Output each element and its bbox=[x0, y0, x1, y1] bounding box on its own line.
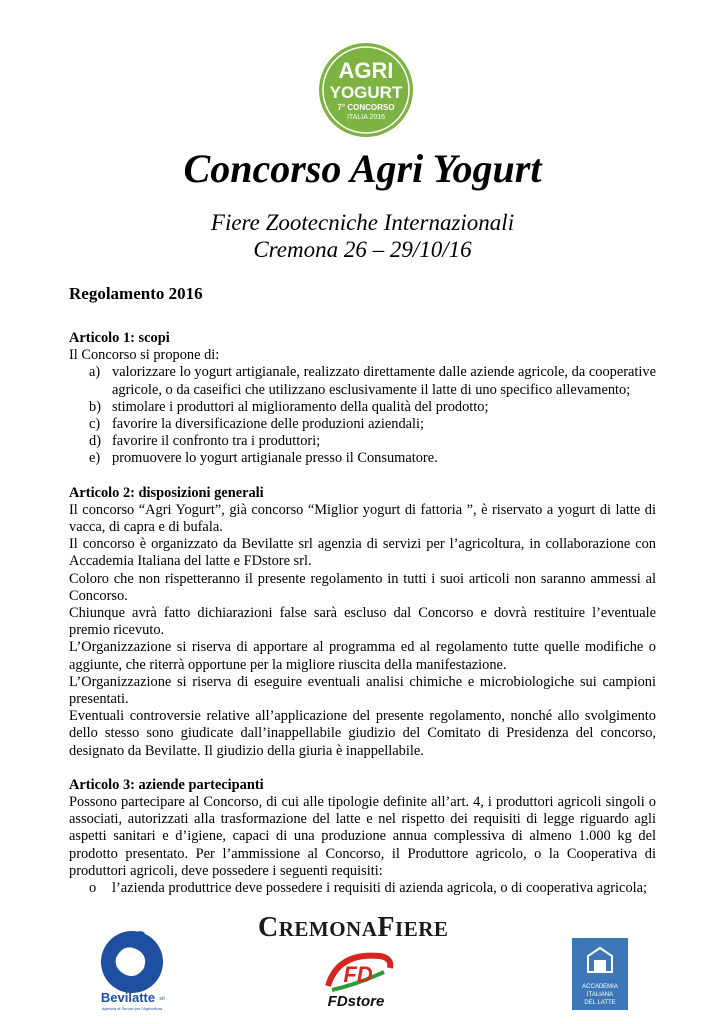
bullet-marker: o bbox=[89, 880, 97, 897]
page-title: Concorso Agri Yogurt bbox=[183, 146, 542, 191]
logo-line2: YOGURT bbox=[329, 83, 403, 102]
art1-list bbox=[69, 364, 656, 467]
art3-paragraph: Possono partecipare al Concorso, di cui alle tipologie definite all’art. 4, i produttori agricoli singoli o associati, autorizzati alla trasformazione del latte e nel rispetto dei requisiti di legge riguardo agli aspetti sanitari e d’igiene, capaci di una produzione annua complessiva di almeno 1.000 kg del prodotto presentato. Per l’ammissione al Concorso, il Produttore agricolo, o la Cooperativa di produttori agricoli, deve possedere i seguenti requisiti: bbox=[69, 794, 656, 879]
cremonafiere-logo bbox=[258, 912, 448, 944]
art2-paragraph: Il concorso è organizzato da Bevilatte srl agenzia di servizi per l’agricoltura, in collaborazione con Accademia Italiana del latte e FDstore srl. bbox=[69, 536, 656, 570]
list-text: stimolare i produttori al miglioramento della qualità del prodotto; bbox=[112, 398, 489, 415]
bevilatte-name: Bevilatte bbox=[100, 990, 156, 1005]
art2-paragraph: L’Organizzazione si riserva di apportare al programma ed al regolamento tutte quelle modifiche o aggiunte, che riterrà opportune per la migliore riuscita della manifestazione. bbox=[69, 639, 656, 673]
regolamento-heading: Regolamento 2016 bbox=[69, 284, 203, 303]
list-text: l’azienda produttrice deve possedere i requisiti di azienda agricola, o di cooperativa agricola; bbox=[112, 880, 648, 897]
cremona-rest: REMONA bbox=[278, 917, 378, 941]
list-text: favorire il confronto tra i produttori; bbox=[112, 433, 321, 450]
list-label: a) bbox=[89, 364, 101, 381]
agri-yogurt-logo bbox=[318, 42, 414, 138]
cremona-initial: C bbox=[258, 912, 279, 943]
accademia-line3: DEL LATTE bbox=[584, 1000, 616, 1006]
logo-line3: 7° CONCORSO bbox=[337, 103, 395, 112]
bevilatte-srl: srl bbox=[159, 996, 165, 1002]
art2-paragraph: Coloro che non rispetteranno il presente regolamento in tutti i suoi articoli non saranno ammessi al Concorso. bbox=[69, 570, 656, 604]
art3-list bbox=[69, 880, 656, 897]
list-text: promuovere lo yogurt artigianale presso il Consumatore. bbox=[112, 450, 438, 467]
logo-line4: ITALIA 2016 bbox=[346, 114, 386, 121]
art2-paragraph: Il concorso “Agri Yogurt”, già concorso “Miglior yogurt di fattoria ”, è riservato a yogurt di latte di vacca, di capra e di bufala. bbox=[69, 501, 656, 536]
bevilatte-logo bbox=[94, 928, 170, 1012]
art1-heading: Articolo 1: scopi bbox=[69, 330, 170, 346]
art2-paragraph: L’Organizzazione si riserva di eseguire eventuali analisi chimiche e microbiologiche sui campioni presentati. bbox=[69, 673, 656, 708]
art2-heading: Articolo 2: disposizioni generali bbox=[69, 484, 264, 501]
accademia-logo bbox=[572, 938, 628, 1010]
art2-paragraph: Eventuali controversie relative all’applicazione del presente regolamento, nonché allo svolgimento dello stesso sono giudicate dall’inappellabile giudizio del Comitato di Presidenza del concorso, designato da Bevilatte. Il giudizio della giuria è inappellabile. bbox=[69, 708, 656, 759]
list-item bbox=[69, 450, 656, 467]
subtitle-line1: Fiere Zootecniche Internazionali bbox=[210, 210, 515, 235]
list-item bbox=[69, 399, 656, 416]
art3-heading: Articolo 3: aziende partecipanti bbox=[69, 776, 264, 793]
art2-paragraph: Chiunque avrà fatto dichiarazioni false sarà escluso dal Concorso e dovrà restituire l’eventuale premio ricevuto. bbox=[69, 605, 656, 639]
accademia-line2: ITALIANA bbox=[586, 992, 614, 998]
list-item bbox=[69, 416, 656, 433]
list-item bbox=[69, 364, 656, 398]
list-item bbox=[69, 880, 656, 897]
fdstore-name: FDstore bbox=[327, 993, 385, 1010]
list-text: valorizzare lo yogurt artigianale, realizzato direttamente dalle aziende agricole, da cooperative agricole, o da caseifici che utilizzano esclusivamente il latte di uno specifico allevamento; bbox=[112, 364, 656, 398]
fiere-rest: IERE bbox=[395, 917, 449, 941]
subtitle-line2: Cremona 26 – 29/10/16 bbox=[253, 237, 472, 262]
document-body bbox=[69, 330, 656, 897]
fd-mark: FD bbox=[343, 962, 373, 987]
accademia-line1: ACCADEMIA bbox=[582, 984, 618, 990]
list-label: c) bbox=[89, 416, 101, 433]
list-item bbox=[69, 433, 656, 450]
list-text: favorire la diversificazione delle produzioni aziendali; bbox=[112, 416, 425, 433]
fiere-initial: F bbox=[377, 912, 396, 943]
list-label: b) bbox=[89, 398, 101, 415]
bevilatte-sub: Agenzia di Servizi per l'Agricoltura bbox=[101, 1006, 163, 1011]
list-label: d) bbox=[89, 433, 101, 450]
logo-line1: AGRI bbox=[338, 58, 394, 83]
art1-intro: Il Concorso si propone di: bbox=[69, 347, 220, 364]
list-label: e) bbox=[89, 450, 101, 467]
fdstore-logo bbox=[318, 948, 398, 1010]
